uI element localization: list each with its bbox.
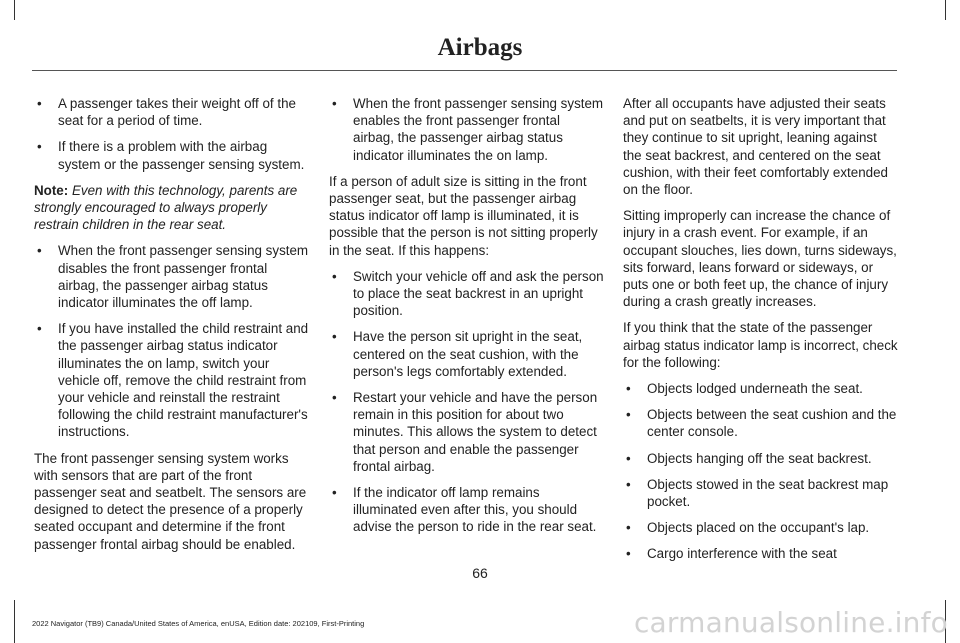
middle-bullets <box>329 268 604 536</box>
list-item: • If there is a problem with the airbag system or the passenger sensing system. <box>34 138 309 172</box>
crop-mark-top-right <box>945 0 946 20</box>
right-column <box>623 95 898 572</box>
list-item: • Objects stowed in the seat backrest map pocket. <box>623 476 898 510</box>
page-number: 66 <box>472 565 488 581</box>
paragraph: If you think that the state of the passenger airbag status indicator lamp is incorrect, check for the following: <box>623 320 898 370</box>
left-mid-bullets <box>34 242 309 440</box>
crop-mark-bottom-left <box>14 600 15 643</box>
note-label: Note: <box>34 182 69 198</box>
list-item: • A passenger takes their weight off of the seat for a period of time. <box>34 95 309 129</box>
list-item: • Have the person sit upright in the seat, centered on the seat cushion, with the person's legs comfortably extended. <box>329 328 604 380</box>
list-item: • Objects hanging off the seat backrest. <box>623 450 898 467</box>
watermark: carmanualsonline.info <box>633 606 948 639</box>
list-item: • If you have installed the child restraint and the passenger airbag status indicator illuminates the on lamp, switch your vehicle off, remove the child restraint from your vehicle and reinstall the restraint following the child restraint manufacturer's instructions. <box>34 320 309 440</box>
note-text: Even with this technology, parents are strongly encouraged to always properly restrain children in the rear seat. <box>34 182 298 233</box>
list-item: • Objects placed on the occupant's lap. <box>623 519 898 536</box>
edition-info: 2022 Navigator (TB9) Canada/United States of America, enUSA, Edition date: 202109, First-Printing <box>32 619 365 628</box>
list-item: • Switch your vehicle off and ask the person to place the seat backrest in an upright position. <box>329 268 604 320</box>
page-title: Airbags <box>437 34 523 61</box>
list-item: • Cargo interference with the seat <box>623 545 898 562</box>
paragraph: Sitting improperly can increase the chance of injury in a crash event. For example, if an occupant slouches, lies down, turns sideways, sits forward, leans forward or sideways, or puts one or both feet up, the chance of injury during a crash greatly increases. <box>623 208 897 310</box>
paragraph: After all occupants have adjusted their seats and put on seatbelts, it is very important that they continue to sit upright, leaning against the seat backrest, and centered on the seat cushion, with their feet comfortably extended on the floor. <box>623 96 888 198</box>
middle-top-bullets <box>329 95 604 164</box>
list-item: • Objects between the seat cushion and the center console. <box>623 406 898 440</box>
paragraph: If a person of adult size is sitting in the front passenger seat, but the passenger airbag status indicator off lamp is illuminated, it is possible that the person is not sitting properly in the seat. If this happens: <box>329 173 598 258</box>
right-bullets <box>623 380 898 563</box>
list-item: • When the front passenger sensing system enables the front passenger frontal airbag, the passenger airbag status indicator illuminates the on lamp. <box>329 95 604 164</box>
left-column <box>34 95 309 562</box>
paragraph: The front passenger sensing system works with sensors that are part of the front passenger seat and seatbelt. The sensors are designed to detect the presence of a properly seated occupant and determine if the front passenger frontal airbag should be enabled. <box>34 450 307 552</box>
left-top-bullets <box>34 95 309 173</box>
middle-column <box>329 95 604 545</box>
list-item: • If the indicator off lamp remains illuminated even after this, you should advise the person to ride in the rear seat. <box>329 484 604 536</box>
header-divider <box>32 70 897 71</box>
list-item: • Restart your vehicle and have the person remain in this position for about two minutes. This allows the system to detect that person and enable the passenger frontal airbag. <box>329 389 604 475</box>
note <box>34 182 309 234</box>
list-item: • Objects lodged underneath the seat. <box>623 380 898 397</box>
crop-mark-top-left <box>14 0 15 20</box>
list-item: • When the front passenger sensing system disables the front passenger frontal airbag, the passenger airbag status indicator illuminates the off lamp. <box>34 242 309 311</box>
